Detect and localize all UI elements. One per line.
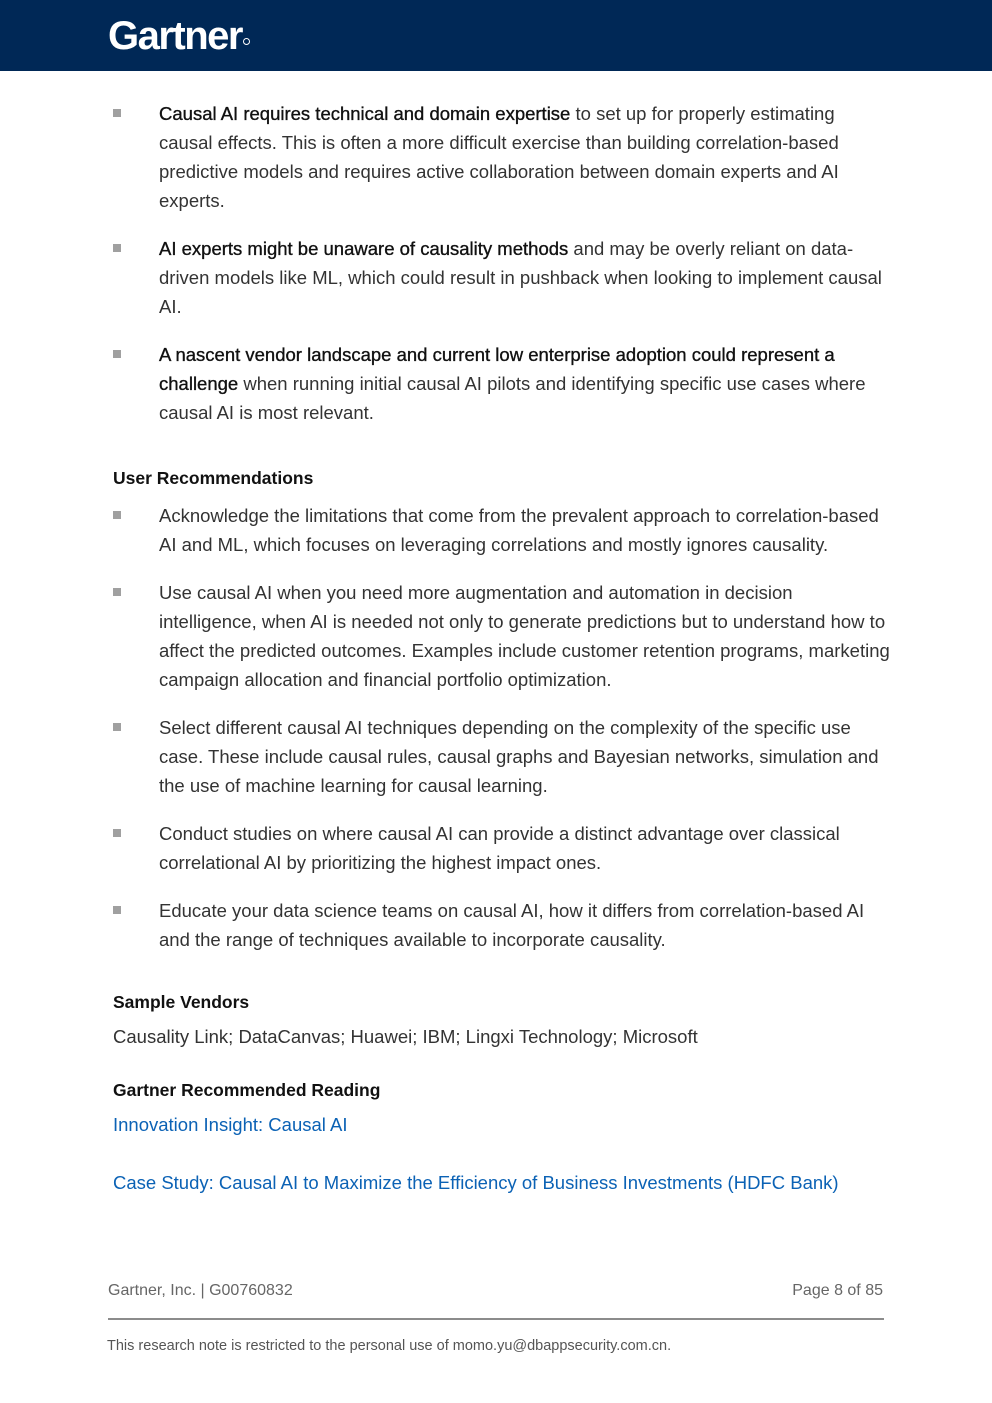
sample-vendors-text: Causality Link; DataCanvas; Huawei; IBM; Lingxi Technology; Microsoft [113, 1026, 698, 1047]
list-item [113, 819, 893, 877]
registered-mark-icon [243, 38, 250, 45]
usage-notice: This research note is restricted to the personal use of momo.yu@dbappsecurity.com.cn. [107, 1338, 672, 1354]
footer-document-id: Gartner, Inc. | G00760832 [108, 1282, 293, 1299]
recommended-reading-heading: Gartner Recommended Reading [113, 1080, 381, 1100]
list-item [113, 340, 893, 427]
square-bullet-icon [113, 829, 121, 837]
bullet-text: Select different causal AI techniques depending on the complexity of the specific use case. These include causal rules, causal graphs and Bayesian networks, simulation and the use of machine learning for causal learning. [159, 717, 879, 796]
bullet-text: when running initial causal AI pilots and identifying specific use cases where causal AI is most relevant. [159, 373, 866, 423]
recommendations-list [113, 501, 893, 954]
bullet-text: Use causal AI when you need more augmentation and automation in decision intelligence, when AI is needed not only to generate predictions but to understand how to affect the predicted outcomes. Examples include customer retention programs, marketing campaign allocation and financial portfolio optimization. [159, 582, 890, 690]
bullet-lead: A nascent vendor landscape and current low enterprise adoption could represent a challenge [159, 344, 835, 394]
list-item [113, 234, 893, 321]
square-bullet-icon [113, 906, 121, 914]
document-body [113, 99, 893, 1197]
list-item [113, 896, 893, 954]
bullet-text: and may be overly reliant on data-driven models like ML, which could result in pushback when looking to implement causal AI. [159, 238, 882, 317]
footer-divider [108, 1318, 884, 1320]
square-bullet-icon [113, 588, 121, 596]
case-study-link[interactable]: Case Study: Causal AI to Maximize the Efficiency of Business Investments (HDFC Bank) [113, 1172, 839, 1193]
square-bullet-icon [113, 511, 121, 519]
bullet-lead: AI experts might be unaware of causality methods [159, 238, 569, 259]
sample-vendors-heading: Sample Vendors [113, 992, 250, 1012]
square-bullet-icon [113, 244, 121, 252]
page-number: Page 8 of 85 [792, 1282, 883, 1299]
bullet-text: Acknowledge the limitations that come from the prevalent approach to correlation-based AI and ML, which focuses on leveraging correlations and mostly ignores causality. [159, 505, 879, 555]
challenges-list [113, 99, 893, 427]
square-bullet-icon [113, 723, 121, 731]
logo-text: Gartner [108, 14, 242, 58]
square-bullet-icon [113, 109, 121, 117]
list-item [113, 713, 893, 800]
bullet-text: to set up for properly estimating causal effects. This is often a more difficult exercise than building correlation-based predictive models and requires active collaboration between domain experts and AI experts. [159, 103, 839, 211]
innovation-insight-link[interactable]: Innovation Insight: Causal AI [113, 1114, 348, 1135]
bullet-lead: Causal AI requires technical and domain expertise [159, 103, 571, 124]
user-recommendations-heading: User Recommendations [113, 468, 314, 488]
gartner-logo [108, 14, 250, 58]
bullet-text: Educate your data science teams on causal AI, how it differs from correlation-based AI and the range of techniques available to incorporate causality. [159, 900, 865, 950]
list-item [113, 578, 893, 694]
list-item [113, 99, 893, 215]
page-header [0, 0, 992, 71]
list-item [113, 501, 893, 559]
square-bullet-icon [113, 350, 121, 358]
bullet-text: Conduct studies on where causal AI can provide a distinct advantage over classical correlational AI by prioritizing the highest impact ones. [159, 823, 840, 873]
